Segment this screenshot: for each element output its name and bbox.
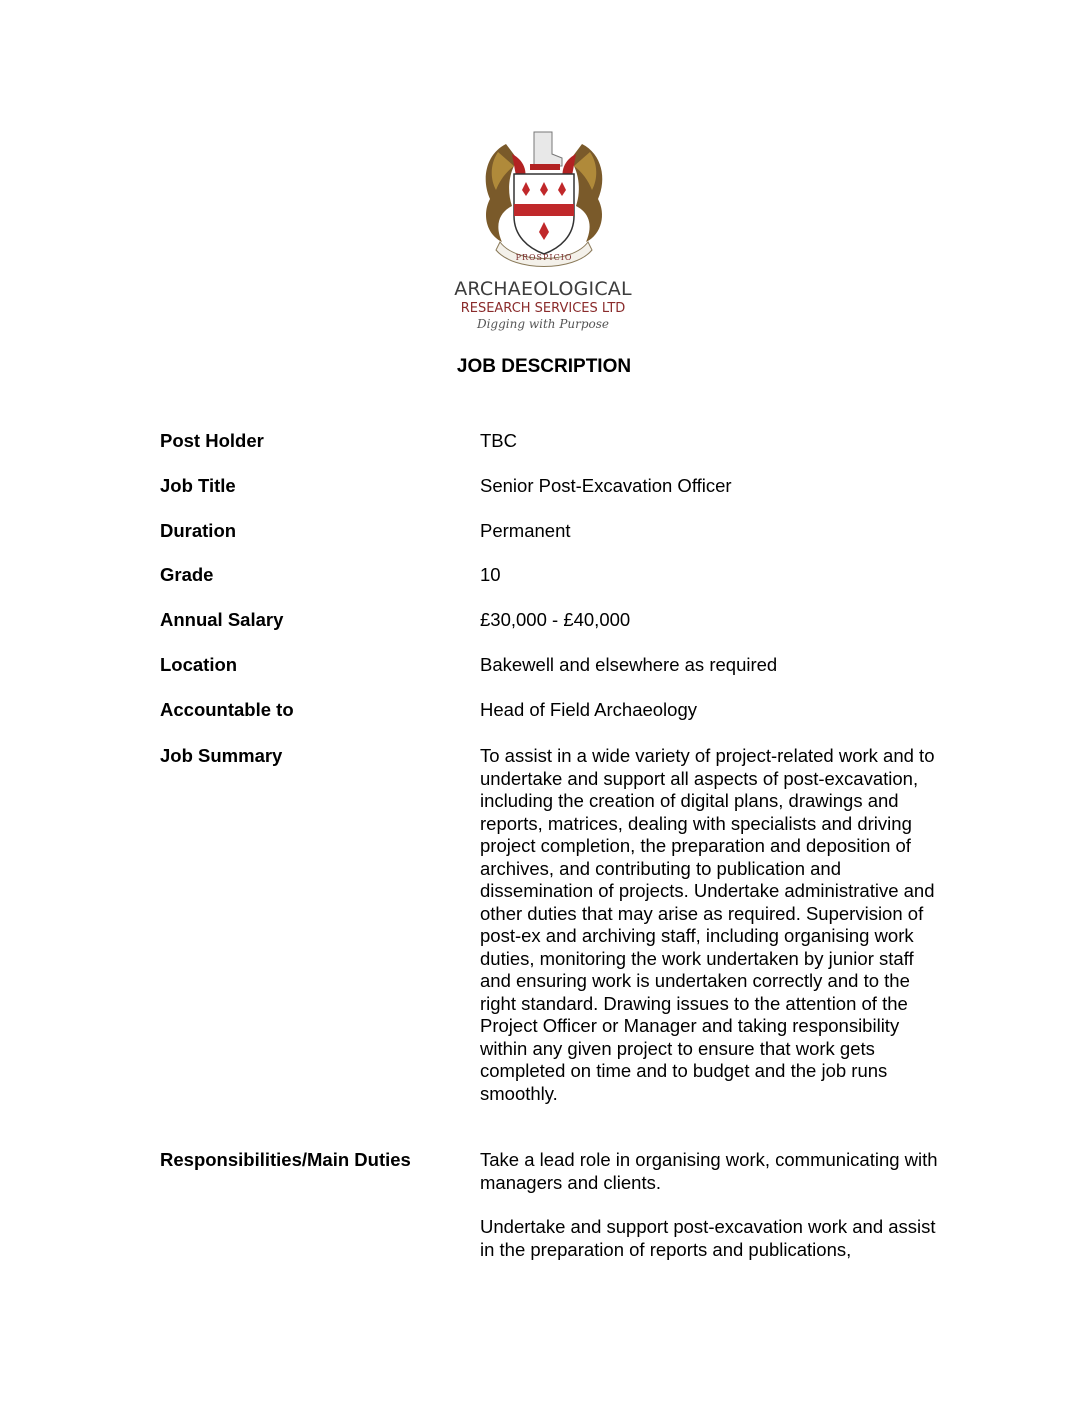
field-label: Responsibilities/Main Duties	[160, 1149, 411, 1170]
organization-name: ARCHAEOLOGICAL	[454, 278, 632, 300]
field-label: Post Holder	[160, 430, 264, 451]
field-value: To assist in a wide variety of project-related work and to undertake and support all aspects of post-excavation, including the creation of digital plans, drawings and reports, matrices, dealing with specialists and driving project completion, the preparation and deposition of archives, and contributing to publication and dissemination of projects. Undertake administrative and other duties that may arise as required. Supervision of post-ex and archiving staff, including organising work duties, monitoring the work undertaken by junior staff and ensuring work is undertaken correctly and to the right standard. Drawing issues to the attention of the Project Officer or Manager and taking responsibility within any given project to ensure that work gets completed on time and to budget and the job runs smoothly.	[480, 745, 935, 1104]
field-value: TBC	[480, 430, 517, 451]
responsibility-item: Take a lead role in organising work, communicating with managers and clients.	[480, 1149, 938, 1193]
field-label: Job Title	[160, 475, 236, 496]
field-value: Permanent	[480, 520, 571, 541]
organization-subtitle: RESEARCH SERVICES LTD	[460, 301, 626, 316]
document-title: JOB DESCRIPTION	[456, 356, 632, 377]
field-label: Accountable to	[160, 699, 294, 720]
coat-of-arms-logo	[476, 124, 612, 274]
organization-tagline: Digging with Purpose	[476, 317, 610, 331]
field-label: Duration	[160, 520, 237, 541]
field-value: Head of Field Archaeology	[480, 699, 697, 720]
field-label: Job Summary	[160, 745, 283, 766]
field-label: Location	[160, 654, 238, 675]
field-value: Bakewell and elsewhere as required	[480, 654, 778, 675]
responsibility-item: Undertake and support post-excavation work and assist in the preparation of reports and publications,	[480, 1216, 936, 1260]
motto-text: PROSPICIO	[515, 253, 573, 262]
field-label: Annual Salary	[160, 609, 284, 630]
field-value: £30,000 - £40,000	[480, 609, 631, 630]
field-label: Grade	[160, 564, 214, 585]
field-value: 10	[480, 564, 501, 585]
field-value: Senior Post-Excavation Officer	[480, 475, 732, 496]
responsibilities-list	[480, 1149, 940, 1261]
